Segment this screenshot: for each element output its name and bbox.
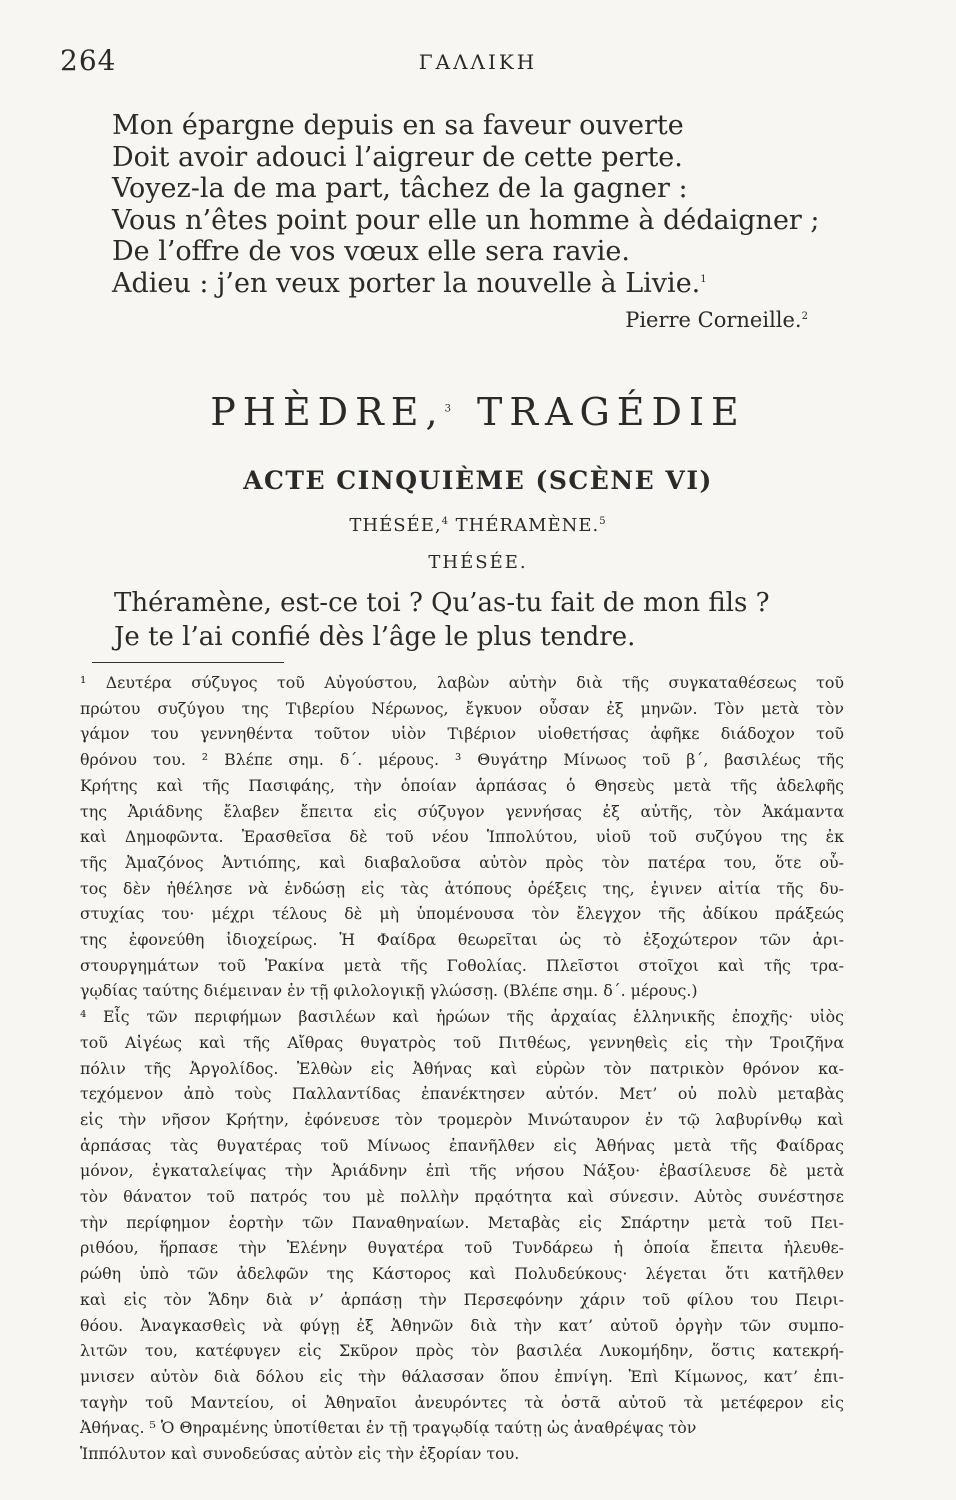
characters-list — [0, 515, 956, 536]
verse-line: Doit avoir adouci l’aigreur de cette perte. — [112, 141, 683, 173]
footnote-line: θόου. Ἀναγκασθεὶς νὰ φύγῃ ἐξ Ἀθηνῶν διὰ τὴν κατ’ αὐτοῦ ὀργὴν τῶν συμπο- — [80, 1315, 844, 1335]
footnote-line: Ἱππόλυτον καὶ συνοδεύσας αὐτὸν εἰς τὴν ἐξορίαν του. — [80, 1444, 520, 1464]
footnote-ref: 1 — [700, 273, 707, 285]
play-subtitle: TRAGÉDIE — [477, 390, 746, 434]
footnote-line: της Ἀριάδνης ἔλαβεν ἔπειτα εἰς σύζυγον γεννήσας ἐξ αὐτῆς, τὸν Ἀκάμαντα — [80, 801, 844, 821]
footnote-line: θρόνου του. ² Βλέπε σημ. δ΄. μέρους. ³ Θυγάτηρ Μίνωος τοῦ β΄, βασιλέως τῆς — [80, 750, 844, 770]
footnote-line: Κρήτης καὶ τῆς Πασιφάης, τὴν ὁποίαν ἁρπάσας ὁ Θησεὺς μετὰ τῆς ἀδελφῆς — [80, 775, 844, 795]
act-title: ACTE CINQUIÈME (SCÈNE VI) — [243, 466, 713, 495]
running-title: ΓΑΛΛΙΚΗ — [418, 50, 538, 74]
footnote-line: γῳδίας ταύτης διέμειναν ἐν τῇ φιλολογικῇ γλώσσῃ. (Βλέπε σημ. δ΄. μέρους.) — [80, 981, 698, 1001]
footnote-line: ἁρπάσας τὰς θυγατέρας τοῦ Μίνωος ἐπανῆλθεν εἰς Ἀθήνας μετὰ τῆς Φαίδρας — [80, 1135, 844, 1155]
footnote-line: της ἐφονεύθη ἰδιοχείρως. Ἡ Φαίδρα θεωρεῖται ὡς τὸ ἐξοχώτερον τῶν ἀρι- — [80, 930, 844, 950]
footnote-line: ταγὴν τοῦ Μαντείου, οἱ Ἀθηναῖοι ἀνευρόντες τὰ ὀστᾶ αὐτοῦ τὰ μετέφερον εἰς — [80, 1392, 844, 1412]
footnote-line: Ἀθήνας. ⁵ Ὁ Θηραμένης ὑποτίθεται ἐν τῇ τραγῳδίᾳ ταύτῃ ὡς ἀναθρέψας τὸν — [80, 1418, 697, 1438]
footnote-line: στουργημάτων τοῦ Ῥακίνα μετὰ τῆς Γοθολίας. Πλεῖστοι στοῖχοι καὶ τῆς τρα- — [80, 955, 844, 975]
dialogue-line: Je te l’ai confié dès l’âge le plus tendre. — [114, 622, 636, 652]
play-title — [0, 390, 956, 434]
footnote-line: πόλιν τῆς Ἀργολίδος. Ἐλθὼν εἰς Ἀθήνας καὶ εὑρὼν τὸν πατρικὸν θρόνον κα- — [80, 1058, 844, 1078]
dialogue-line: Théramène, est-ce toi ? Qu’as-tu fait de mon fils ? — [114, 588, 770, 618]
footnote-line: ¹ Δευτέρα σύζυγος τοῦ Αὐγούστου, λαβὼν αὐτὴν διὰ τῆς συγκαταθέσεως τοῦ — [80, 673, 844, 692]
character-name: THÉSÉE, — [349, 515, 442, 536]
play-title-text: PHÈDRE, — [210, 390, 445, 434]
footnote-line: καὶ Δημοφῶντα. Ἐρασθεῖσα δὲ τοῦ νέου Ἱππολύτου, υἱοῦ τοῦ συζύγου της ἐκ — [80, 827, 844, 847]
footnote-line: λιτῶν του, κατέφυγεν εἰς Σκῦρον πρὸς τὸν βασιλέα Λυκομήδην, ὅστις κατεκρή- — [80, 1341, 844, 1361]
footnote-ref: 3 — [444, 403, 458, 415]
footnote-line: τὸν θάνατον τοῦ πατρός του μὲ πολλὴν πρᾳότητα καὶ σύνεσιν. Αὐτὸς συνέστησε — [80, 1187, 844, 1207]
footnotes — [80, 670, 844, 1467]
verse-line-text: Adieu : j’en veux porter la nouvelle à Livie. — [112, 267, 701, 299]
author-attribution — [625, 308, 808, 332]
footnote-line: ριθόου, ἥρπασε τὴν Ἑλένην θυγατέρα τοῦ Τυνδάρεω ἡ ὁποία ἔπειτα ἠλευθε- — [80, 1238, 844, 1258]
author-name: Pierre Corneille. — [625, 308, 802, 332]
dialogue — [114, 586, 834, 654]
footnote-line: ρώθη ὑπὸ τῶν ἀδελφῶν της Κάστορος καὶ Πολυδεύκους· λέγεται ὅτι κατῆλθεν — [80, 1264, 844, 1284]
verse-line: Voyez-la de ma part, tâchez de la gagner : — [112, 173, 688, 204]
footnote-ref: 4 — [441, 516, 449, 527]
verse-line: Mon épargne depuis en sa faveur ouverte — [112, 110, 684, 141]
corneille-verse — [112, 110, 832, 299]
footnote-line: μνισεν αὐτὸν διὰ δόλου εἰς τὴν θάλασσαν ὅπου ἐπνίγη. Ἐπὶ Κίμωνος, κατ’ ἐπι- — [80, 1366, 844, 1386]
footnote-line: πρώτου συζύγου της Τιβερίου Νέρωνος, ἔγκυον οὖσαν ἐξ μηνῶν. Τὸν μετὰ τὸν — [80, 698, 844, 718]
footnote-line: ⁴ Εἷς τῶν περιφήμων βασιλέων καὶ ἡρώων τῆς ἀρχαίας ἑλληνικῆς ἐποχῆς· υἱὸς — [80, 1007, 844, 1027]
page-header — [60, 44, 896, 84]
verse-line — [112, 268, 832, 300]
page-number: 264 — [60, 44, 117, 77]
footnote-ref: 5 — [599, 516, 607, 527]
footnote-line: καὶ εἰς τὸν Ἅδην διὰ ν’ ἁρπάσῃ τὴν Περσεφόνην χάριν τοῦ φίλου του Πειρι- — [80, 1289, 844, 1309]
footnote-line: γάμον του γεννηθέντα τοῦτον υἱὸν Τιβέριον υἱοθετήσας ἀφῆκε διάδοχον τοῦ — [80, 724, 844, 744]
character-name: THÉRAMÈNE. — [455, 515, 600, 536]
footnote-line: τεχόμενον ἀπὸ τοὺς Παλλαντίδας ἐπανέκτησεν αὐτόν. Μετ’ οὐ πολὺ μεταβὰς — [80, 1084, 844, 1104]
footnote-divider — [92, 662, 284, 663]
footnote-line: εἰς τὴν νῆσον Κρήτην, ἐφόνευσε τὸν τρομερὸν Μινώταυρον ἐν τῷ λαβυρίνθῳ καὶ — [80, 1109, 844, 1129]
footnote-ref: 2 — [801, 311, 808, 322]
footnote-line: τῆς Ἀμαζόνος Ἀντιόπης, καὶ διαβαλοῦσα αὐτὸν πρὸς τὸν πατέρα του, ὅτε οὗ- — [80, 852, 844, 872]
footnote-line: τοῦ Αἰγέως καὶ τῆς Αἴθρας θυγατρὸς τοῦ Πιτθέως, γεννηθεὶς εἰς τὴν Τροιζῆνα — [80, 1032, 844, 1052]
footnote-line: τὴν περίφημον ἑορτὴν τῶν Παναθηναίων. Μεταβὰς εἰς Σπάρτην μετὰ τοῦ Πει- — [80, 1212, 844, 1232]
footnote-line: μόνον, ἐγκαταλείψας τὴν Ἀριάδνην ἐπὶ τῆς νήσου Νάξου· ἐβασίλευσε δὲ μετὰ — [80, 1161, 844, 1181]
footnote-line: στυχίας του· μέχρι τέλους δὲ μὴ ὑπομένουσα τὸν ἔλεγχον τῆς ἀδίκου πράξεώς — [80, 904, 844, 924]
verse-line: De l’offre de vos vœux elle sera ravie. — [112, 236, 630, 267]
verse-line: Vous n’êtes point pour elle un homme à dédaigner ; — [112, 204, 820, 236]
footnote-line: τος δὲν ἠθέλησε νὰ ἐνδώσῃ εἰς τὰς ἀτόπους ὀρέξεις της, ἐγινεν αἰτία τῆς δυ- — [80, 878, 844, 898]
speaker-name: THÉSÉE. — [428, 552, 528, 573]
